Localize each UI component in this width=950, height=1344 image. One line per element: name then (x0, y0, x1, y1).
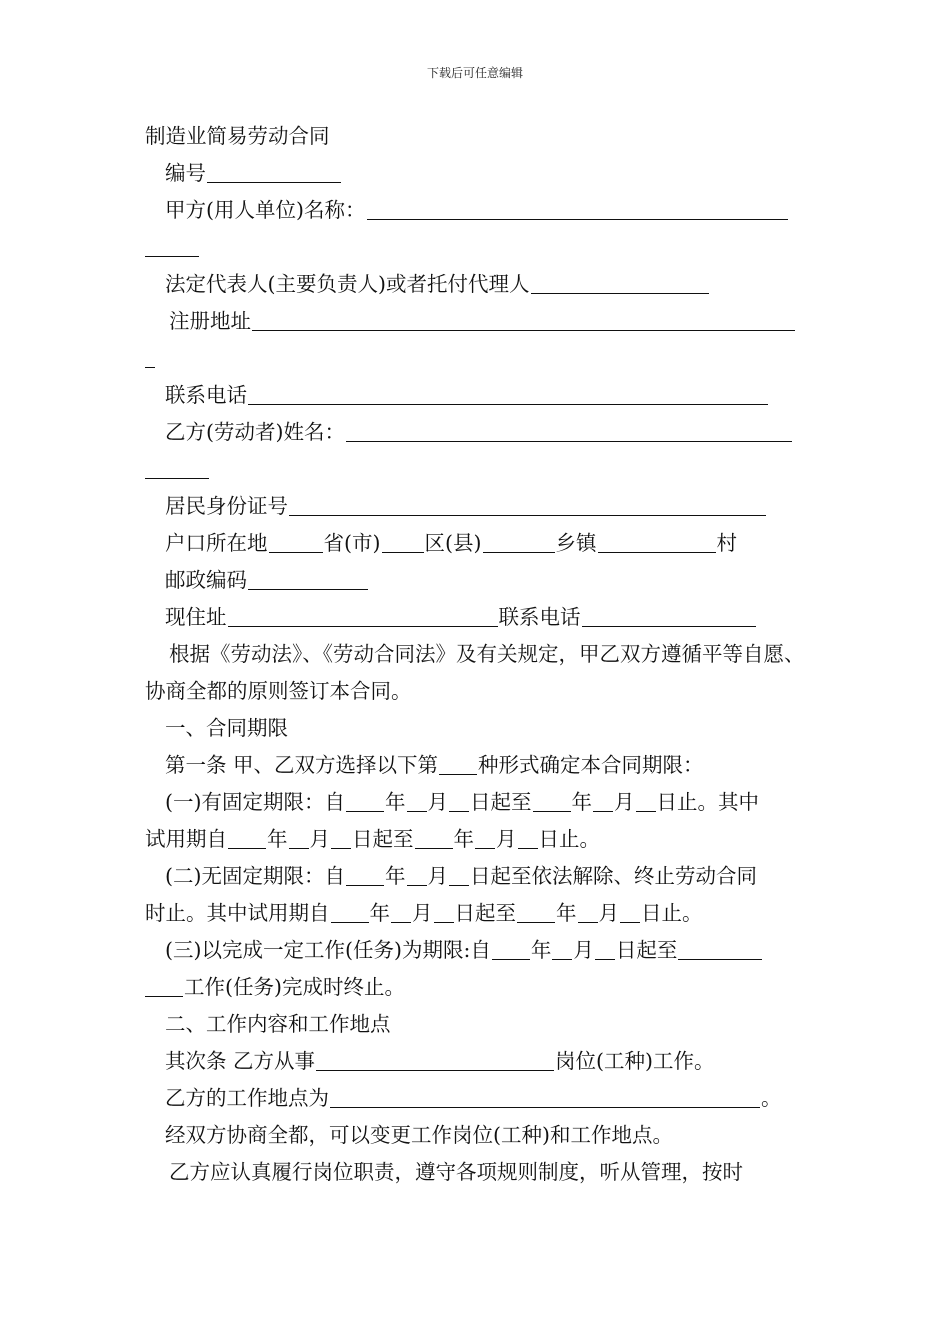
number-line (145, 155, 810, 192)
trial-end-month-blank[interactable] (475, 824, 495, 849)
year-label: 年 (267, 827, 288, 851)
fixed-start-day-blank[interactable] (449, 787, 469, 812)
phone-line (145, 377, 810, 414)
township-blank[interactable] (483, 528, 555, 553)
open-start-month-blank[interactable] (407, 861, 427, 886)
postcode-label: 邮政编码 (165, 568, 247, 592)
party-a-line-cont (145, 229, 810, 266)
day-from-label: 日起至 (454, 901, 516, 925)
month-label: 月 (598, 901, 619, 925)
open-term-text-b: 日起至依法解除、终止劳动合同 (470, 864, 757, 888)
legal-rep-label: 法定代表人(主要负责人)或者托付代理人 (165, 272, 530, 296)
legal-rep-line (145, 266, 810, 303)
month-label: 月 (614, 790, 635, 814)
party-a-label: 甲方(用人单位)名称： (165, 198, 366, 222)
postcode-line (145, 562, 810, 599)
trial-text: 试用期自 (145, 827, 227, 851)
article1-line (145, 747, 810, 784)
phone-blank[interactable] (248, 380, 768, 405)
duty-line: 乙方应认真履行岗位职责，遵守各项规则制度，听从管理，按时 (169, 1160, 743, 1184)
contract-body (145, 118, 810, 1191)
change-line: 经双方协商全都，可以变更工作岗位(工种)和工作地点。 (165, 1123, 673, 1147)
month-label: 月 (412, 901, 433, 925)
article2-text-a: 其次条 乙方从事 (165, 1049, 316, 1073)
period-mark: 。 (761, 1086, 782, 1110)
fixed-start-year-blank[interactable] (346, 787, 384, 812)
current-address-label: 现住址 (165, 605, 227, 629)
year-label: 年 (571, 790, 592, 814)
fixed-end-year-blank[interactable] (533, 787, 571, 812)
year-label: 年 (530, 938, 552, 962)
fixed-end-day-blank[interactable] (636, 787, 656, 812)
month-label: 月 (427, 864, 448, 888)
current-address-line (145, 599, 810, 636)
party-b-blank-cont[interactable] (145, 454, 209, 479)
task-start-day-blank[interactable] (595, 935, 615, 960)
open-trial-text: 时止。其中试用期自 (145, 901, 330, 925)
number-label: 编号 (165, 161, 206, 185)
party-b-line-cont (145, 451, 810, 488)
year-label: 年 (385, 864, 406, 888)
current-address-blank[interactable] (228, 602, 498, 627)
fixed-end-month-blank[interactable] (593, 787, 613, 812)
village-label: 村 (716, 531, 737, 555)
postcode-blank[interactable] (248, 565, 368, 590)
article1-text-a: 第一条 甲、乙双方选择以下第 (165, 753, 439, 777)
id-number-blank[interactable] (289, 491, 766, 516)
party-a-blank[interactable] (367, 195, 788, 220)
open-term-text: (二)无固定期限：自 (165, 864, 345, 888)
workplace-label: 乙方的工作地点为 (165, 1086, 329, 1110)
reg-address-blank-cont[interactable] (145, 343, 155, 368)
day-end-label: 日止。 (656, 790, 718, 814)
year-label: 年 (556, 901, 577, 925)
year-label: 年 (385, 790, 406, 814)
task-end-blank-cont[interactable] (145, 972, 183, 997)
year-label: 年 (453, 827, 474, 851)
party-a-line (145, 192, 810, 229)
fixed-term-text: (一)有固定期限：自 (165, 790, 345, 814)
task-term-text-b: 工作(任务)完成时终止。 (184, 975, 405, 999)
open-trial-start-day-blank[interactable] (434, 898, 454, 923)
article2-line (145, 1043, 810, 1080)
workplace-blank[interactable] (330, 1083, 760, 1108)
district-blank[interactable] (382, 528, 424, 553)
open-trial-line (145, 895, 810, 932)
hukou-label: 户口所在地 (165, 531, 268, 555)
phone2-label: 联系电话 (498, 605, 581, 629)
number-blank[interactable] (207, 158, 341, 183)
party-a-blank-cont[interactable] (145, 232, 199, 257)
trial-end-day-blank[interactable] (518, 824, 538, 849)
month-label: 月 (309, 827, 330, 851)
open-start-year-blank[interactable] (346, 861, 384, 886)
reg-address-line (145, 303, 810, 340)
open-term-line (145, 858, 810, 895)
day-end-label: 日止。 (538, 827, 600, 851)
workplace-line (145, 1080, 810, 1117)
month-label: 月 (573, 938, 594, 962)
trial-start-month-blank[interactable] (289, 824, 309, 849)
month-label: 月 (427, 790, 448, 814)
day-end-label: 日止。 (641, 901, 703, 925)
day-from-label: 日起至 (352, 827, 414, 851)
township-label: 乡镇 (555, 531, 597, 555)
term-form-blank[interactable] (439, 750, 477, 775)
task-end-blank[interactable] (678, 935, 762, 960)
phone-label: 联系电话 (165, 383, 247, 407)
intro-paragraph: 根据《劳动法》、《劳动合同法》及有关规定，甲乙双方遵循平等自愿、协商全都的原则签订本合同。 (145, 642, 805, 703)
year-label: 年 (369, 901, 390, 925)
open-trial-end-month-blank[interactable] (578, 898, 598, 923)
hukou-line (145, 525, 810, 562)
article2-text-b: 岗位(工种)工作。 (555, 1049, 715, 1073)
trial-end-year-blank[interactable] (415, 824, 453, 849)
open-trial-start-year-blank[interactable] (331, 898, 369, 923)
section1-heading: 一、合同期限 (165, 716, 288, 740)
legal-rep-blank[interactable] (531, 269, 709, 294)
party-b-label: 乙方(劳动者)姓名： (165, 420, 345, 444)
phone2-blank[interactable] (582, 602, 756, 627)
open-start-day-blank[interactable] (449, 861, 469, 886)
task-term-text: (三)以完成一定工作(任务)为期限:自 (165, 938, 491, 962)
task-start-year-blank[interactable] (492, 935, 530, 960)
fixed-start-month-blank[interactable] (407, 787, 427, 812)
position-blank[interactable] (316, 1046, 554, 1071)
page-header: 下载后可任意编辑 (426, 66, 523, 80)
document-title: 制造业简易劳动合同 (145, 124, 330, 148)
task-term-line-cont (145, 969, 810, 1006)
day-from-label: 日起至 (615, 938, 678, 962)
reg-address-line-cont (145, 340, 810, 377)
reg-address-label: 注册地址 (169, 309, 251, 333)
trial-line (145, 821, 810, 858)
fixed-term-line (145, 784, 810, 821)
party-b-line (145, 414, 810, 451)
task-start-month-blank[interactable] (552, 935, 572, 960)
fixed-term-text-b: 其中 (718, 790, 759, 814)
article1-text-b: 种形式确定本合同期限： (478, 753, 704, 777)
trial-start-year-blank[interactable] (228, 824, 266, 849)
open-trial-end-year-blank[interactable] (517, 898, 555, 923)
id-number-label: 居民身份证号 (165, 494, 288, 518)
trial-start-day-blank[interactable] (331, 824, 351, 849)
district-label: 区(县) (424, 531, 482, 555)
day-from-label: 日起至 (470, 790, 532, 814)
reg-address-blank[interactable] (252, 306, 795, 331)
open-trial-start-month-blank[interactable] (391, 898, 411, 923)
province-blank[interactable] (269, 528, 323, 553)
party-b-blank[interactable] (346, 417, 792, 442)
province-label: 省(市) (323, 531, 381, 555)
id-number-line (145, 488, 810, 525)
task-term-line (145, 932, 810, 969)
open-trial-end-day-blank[interactable] (620, 898, 640, 923)
section2-heading: 二、工作内容和工作地点 (165, 1012, 391, 1036)
village-blank[interactable] (598, 528, 716, 553)
month-label: 月 (496, 827, 517, 851)
